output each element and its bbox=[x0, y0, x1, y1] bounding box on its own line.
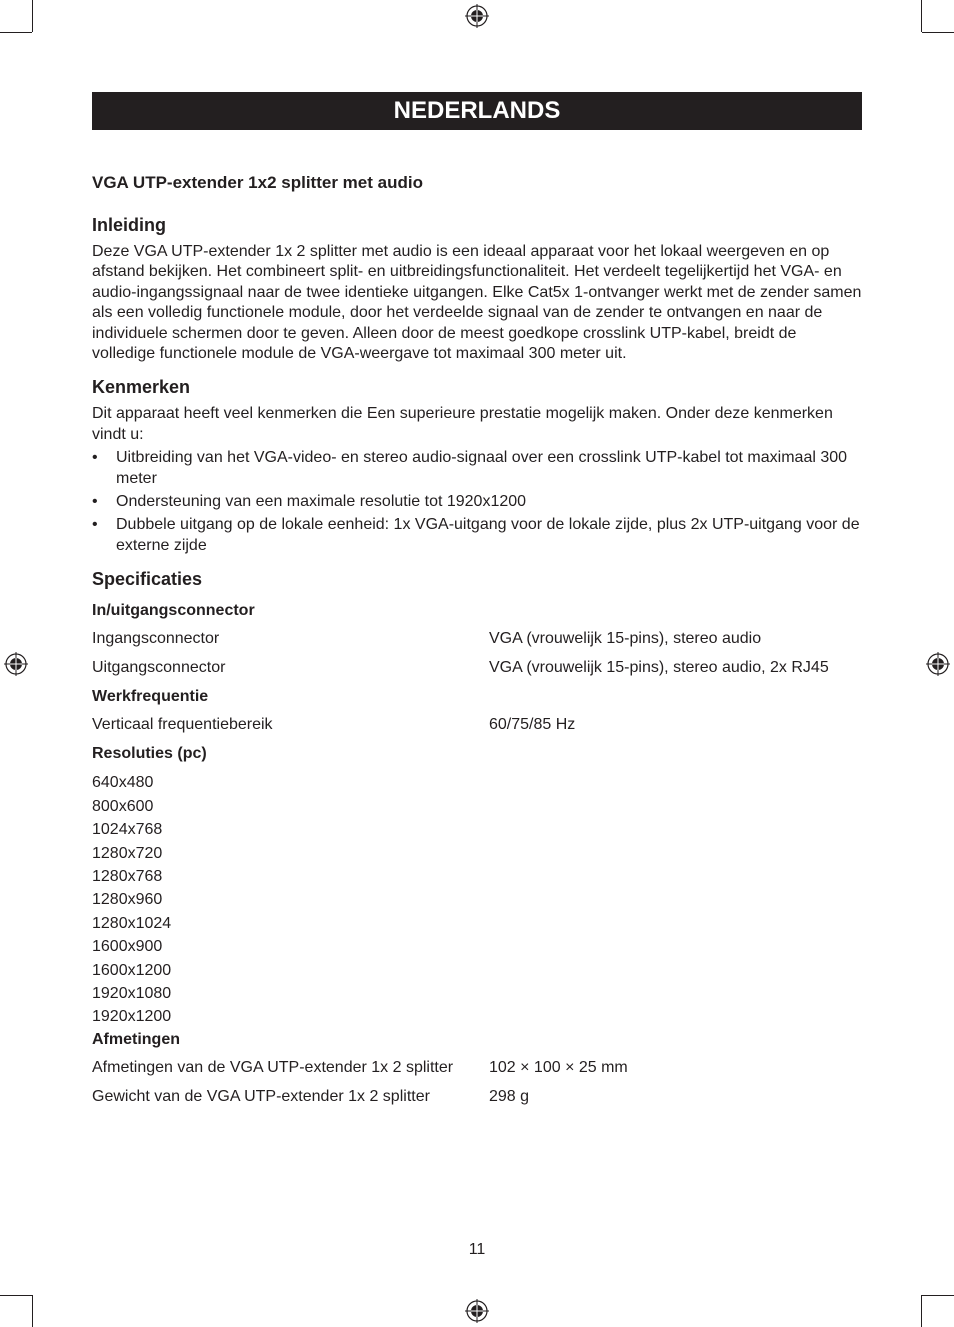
spec-value: VGA (vrouwelijk 15-pins), stereo audio, 2x RJ45 bbox=[489, 659, 829, 677]
crop-mark bbox=[32, 1295, 33, 1327]
resolution-list bbox=[92, 771, 862, 1028]
resolution-item: 1280x960 bbox=[92, 891, 163, 909]
feature-text: Ondersteuning van een maximale resolutie tot 1920x1200 bbox=[116, 493, 527, 511]
resolution-item: 1920x1200 bbox=[92, 1008, 172, 1026]
feature-item bbox=[92, 515, 862, 556]
bullet-icon: • bbox=[92, 516, 98, 534]
registration-mark-icon bbox=[4, 652, 28, 676]
crop-mark bbox=[922, 1295, 954, 1296]
spec-value: VGA (vrouwelijk 15-pins), stereo audio bbox=[489, 630, 762, 648]
spec-label: Verticaal frequentiebereik bbox=[92, 716, 273, 734]
resolution-item: 800x600 bbox=[92, 797, 154, 815]
crop-mark bbox=[0, 32, 32, 33]
spec-value: 102 × 100 × 25 mm bbox=[489, 1058, 628, 1076]
registration-mark-icon bbox=[926, 652, 950, 676]
crop-mark bbox=[921, 0, 922, 32]
crop-mark bbox=[0, 1295, 32, 1296]
resolution-item: 1280x768 bbox=[92, 867, 163, 885]
spec-value: 60/75/85 Hz bbox=[489, 716, 576, 734]
spec-group-title: Resoluties (pc) bbox=[92, 745, 207, 763]
resolution-item: 1920x1080 bbox=[92, 984, 172, 1002]
kenmerken-intro: Dit apparaat heeft veel kenmerken die Een superieure prestatie mogelijk maken. Onder deze kenmerken vindt u: bbox=[92, 405, 833, 443]
resolution-item: 640x480 bbox=[92, 774, 154, 792]
resolution-item: 1280x720 bbox=[92, 844, 163, 862]
spec-row bbox=[92, 1086, 862, 1108]
section-heading-inleiding: Inleiding bbox=[92, 215, 166, 235]
spec-value: 298 g bbox=[489, 1087, 530, 1105]
registration-mark-icon bbox=[465, 1299, 489, 1323]
spec-label: Uitgangsconnector bbox=[92, 659, 226, 677]
section-heading-kenmerken: Kenmerken bbox=[92, 377, 191, 398]
resolution-item: 1600x900 bbox=[92, 938, 163, 956]
crop-mark bbox=[32, 0, 33, 32]
page-content bbox=[92, 172, 862, 1115]
document-title: VGA UTP-extender 1x2 splitter met audio bbox=[92, 173, 423, 192]
feature-text: Dubbele uitgang op de lokale eenheid: 1x VGA-uitgang voor de lokale zijde, plus 2x UTP-uitgang voor de externe zijde bbox=[116, 516, 860, 554]
spec-row bbox=[92, 714, 862, 736]
spec-row bbox=[92, 657, 862, 679]
page-number: 11 bbox=[468, 1241, 486, 1258]
resolution-item: 1024x768 bbox=[92, 821, 163, 839]
spec-row bbox=[92, 628, 862, 650]
spec-group-title: Afmetingen bbox=[92, 1030, 180, 1048]
spec-label: Gewicht van de VGA UTP-extender 1x 2 splitter bbox=[92, 1087, 430, 1105]
spec-label: Ingangsconnector bbox=[92, 630, 220, 648]
feature-text: Uitbreiding van het VGA-video- en stereo audio-signaal over een crosslink UTP-kabel tot maximaal 300 meter bbox=[116, 449, 848, 487]
registration-mark-icon bbox=[465, 4, 489, 28]
resolution-item: 1600x1200 bbox=[92, 961, 172, 979]
spec-group-title: In/uitgangsconnector bbox=[92, 602, 255, 620]
crop-mark bbox=[922, 32, 954, 33]
bullet-icon: • bbox=[92, 449, 98, 467]
section-heading-specificaties: Specificaties bbox=[92, 569, 203, 590]
feature-list bbox=[92, 448, 862, 556]
feature-item bbox=[92, 448, 862, 489]
crop-mark bbox=[921, 1295, 922, 1327]
bullet-icon: • bbox=[92, 493, 98, 511]
inleiding-text: Deze VGA UTP-extender 1x 2 splitter met audio is een ideaal apparaat voor het lokaal weergeven en op afstand bekijken. Het combineert split- en uitbreidingsfunctionaliteit. Het verdeelt tegelijkertijd het VGA- en audio-ingangssignaal naar de twee identieke uitgangen. Elke Cat5x 1-ontvanger werkt met de zender samen als een volledig functionele module, door het verdeelde signaal van de zender te ontvangen en naar de individuele schermen door te geven. Alleen door de meest goedkope crosslink UTP-kabel, breidt de volledige functionele module de VGA-weergave tot maximaal 300 meter uit. bbox=[92, 243, 862, 363]
resolution-item: 1280x1024 bbox=[92, 914, 172, 932]
spec-row bbox=[92, 1057, 862, 1079]
spec-label: Afmetingen van de VGA UTP-extender 1x 2 splitter bbox=[92, 1058, 454, 1076]
language-banner: NEDERLANDS bbox=[92, 92, 862, 130]
feature-item bbox=[92, 492, 862, 512]
spec-group-title: Werkfrequentie bbox=[92, 688, 209, 706]
